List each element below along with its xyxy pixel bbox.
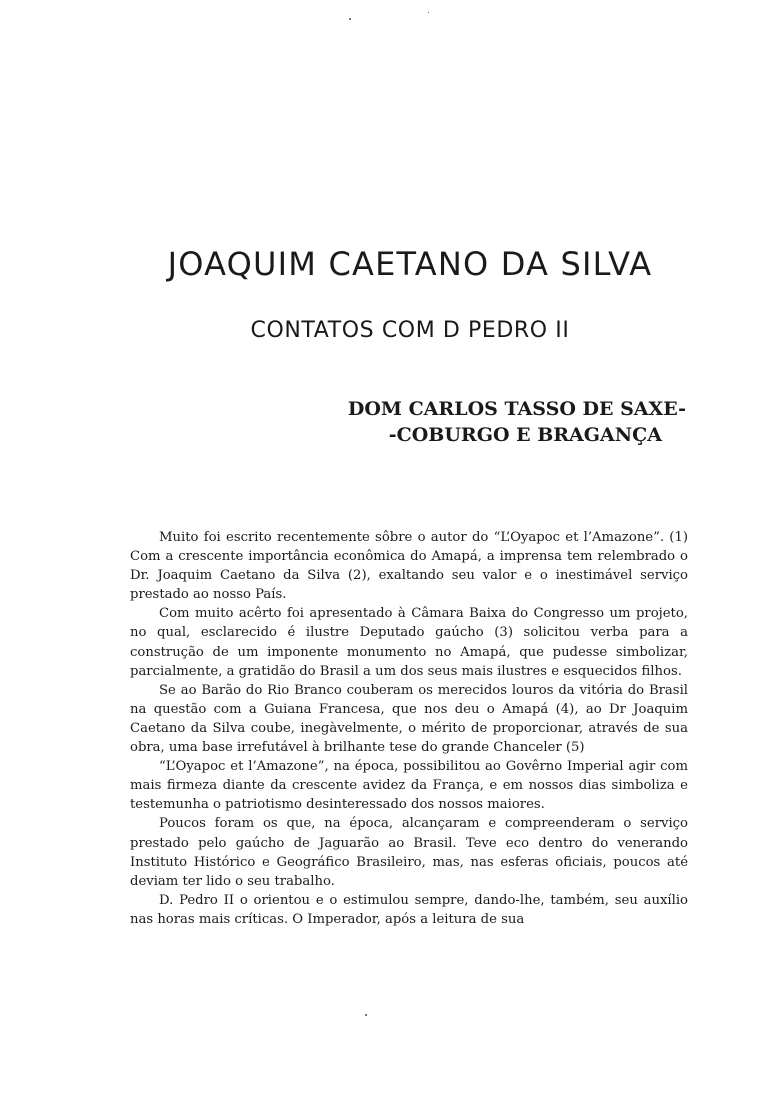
paragraph: Muito foi escrito recentemente sôbre o autor do “L’Oyapoc et l’Amazone”. (1) Com a crescente importância econômica do Amapá, a imprensa tem relembrado o Dr. Joaquim Caetano da Silva (2), exaltando seu valor e o inestimável serviço prestado ao nosso País. <box>130 530 688 603</box>
author-line-2: -COBURGO E BRAGANÇA <box>388 424 662 446</box>
paragraph: Poucos foram os que, na época, alcançaram e compreenderam o serviço prestado pelo gaúcho de Jaguarão ao Brasil. Teve eco dentro do venerando Instituto Histórico e Geográfico Brasileiro, mas, nas esferas oficiais, poucos até deviam ter lido o seu trabalho. <box>130 816 688 889</box>
scan-speck <box>428 12 429 13</box>
page-subtitle: CONTATOS COM D PEDRO II <box>250 318 570 343</box>
author-line-1: DOM CARLOS TASSO DE SAXE- <box>347 398 686 420</box>
paragraph: “L’Oyapoc et l’Amazone”, na época, possibilitou ao Govêrno Imperial agir com mais firmeza diante da crescente avidez da França, e em nossos dias simboliza e testemunha o patriotismo desinteressado dos nossos maiores. <box>130 759 688 813</box>
paragraph: Se ao Barão do Rio Branco couberam os merecidos louros da vitória do Brasil na questão com a Guiana Francesa, que nos deu o Amapá (4), ao Dr Joaquim Caetano da Silva coube, inegàvelmente, o mérito de proporcionar, através de sua obra, uma base irrefutável à brilhante tese do grande Chanceler (5) <box>130 682 688 756</box>
article-body <box>130 528 688 929</box>
page-title: JOAQUIM CAETANO DA SILVA <box>167 245 653 283</box>
scan-speck <box>365 1014 367 1016</box>
paragraph: D. Pedro II o orientou e o estimulou sempre, dando-lhe, também, seu auxílio nas horas mais críticas. O Imperador, após a leitura de sua <box>130 892 688 927</box>
author-byline <box>320 396 686 448</box>
scan-speck <box>349 18 351 20</box>
paragraph: Com muito acêrto foi apresentado à Câmara Baixa do Congresso um projeto, no qual, esclarecido é ilustre Deputado gaúcho (3) solicitou verba para a construção de um imponente monumento no Amapá, que pudesse simbolizar, parcialmente, a gratidão do Brasil a um dos seus mais ilustres e esquecidos filhos. <box>130 606 688 679</box>
